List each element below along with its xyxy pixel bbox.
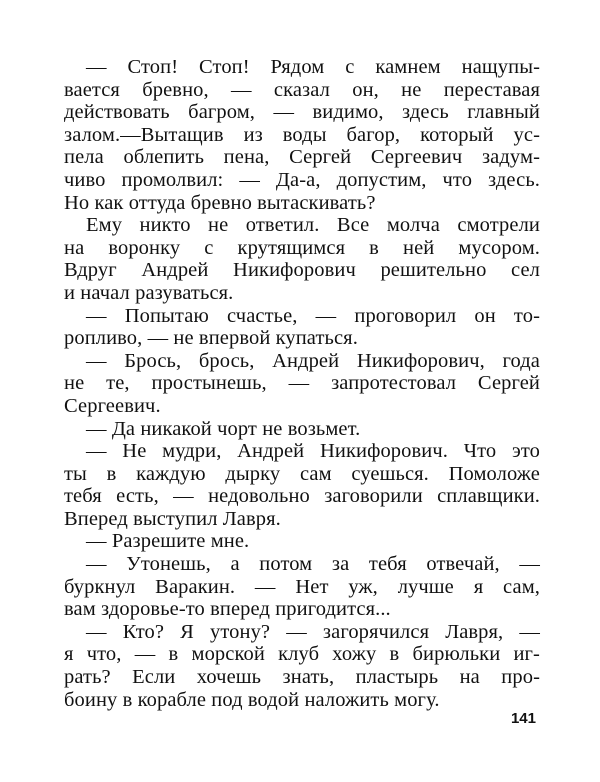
text-line: Но как оттуда бревно вытаскивать? [64,191,376,214]
text-line: ты в каждую дырку сам суешься. Помоложе [64,462,540,485]
text-line: — Стоп! Стоп! Рядом с камнем нащупы- [86,56,540,78]
page-number: 141 [510,710,536,727]
text-line: Вдруг Андрей Никифорович решительно сел [64,259,540,282]
text-line: рать? Если хочешь знать, пластырь на про- [64,666,540,689]
text-line: — Кто? Я утону? — загорячился Лавря, — [86,620,540,643]
text-line: буркнул Варакин. — Нет уж, лучше я сам, [64,575,540,598]
text-line: пела облепить пена, Сергей Сергеевич задум- [64,146,540,169]
text-line: боину в корабле под водой наложить могу. [64,688,440,711]
text-line: тебя есть, — недовольно заговорили сплавщики. [64,485,540,508]
text-line: действовать багром, — видимо, здесь главный [64,101,540,124]
text-line: на воронку с крутящимся в ней мусором. [64,236,540,259]
text-line: Вперед выступил Лавря. [64,507,281,530]
text-line: — Разрешите мне. [86,530,250,553]
text-line: Сергеевич. [64,394,161,417]
text-line: — Утонешь, а потом за тебя отвечай, — [86,553,540,576]
text-line: — Попытаю счастье, — проговорил он то- [86,304,540,327]
text-line: чиво промолвил: — Да-а, допустим, что здесь. [64,168,540,191]
text-line: — Да никакой чорт не возьмет. [86,417,361,440]
text-line: вам здоровье-то вперед пригодится... [64,598,391,621]
text-line: Ему никто не ответил. Все молча смотрели [86,214,540,237]
book-page-text [64,56,540,711]
text-line: не те, простынешь, — запротестовал Сергей [64,372,540,395]
text-line: вается бревно, — сказал он, не переставая [64,78,540,101]
text-line: и начал разуваться. [64,281,234,304]
text-line: ропливо, — не впервой купаться. [64,327,358,350]
text-line: я что, — в морской клуб хожу в бирюльки иг- [64,643,540,666]
text-line: — Не мудри, Андрей Никифорович. Что это [86,440,540,463]
text-line: залом.—Вытащив из воды багор, который ус- [64,123,540,146]
text-line: — Брось, брось, Андрей Никифорович, года [86,349,540,372]
